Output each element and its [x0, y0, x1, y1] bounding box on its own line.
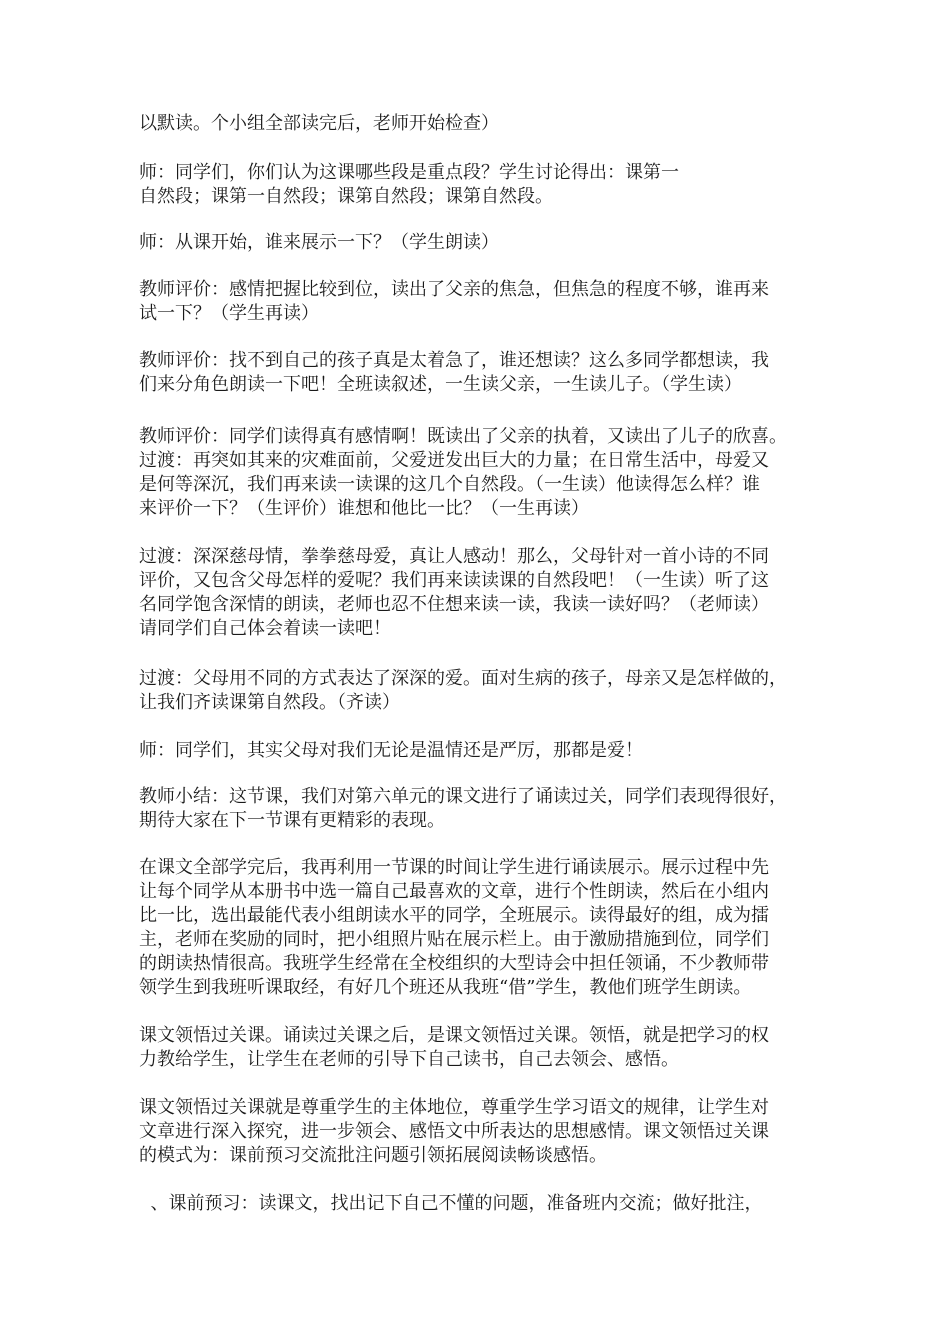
paragraph	[139, 785, 839, 833]
text-line: 、课前预习：读课文，找出记下自己不懂的问题，准备班内交流；做好批注，	[139, 1193, 763, 1214]
text-line: 自然段；课第一自然段；课第自然段；课第自然段。	[139, 186, 553, 207]
text-line: 教师评价：同学们读得真有感情啊！既读出了父亲的执着，又读出了儿子的欣喜。	[139, 426, 787, 447]
paragraph	[139, 278, 839, 326]
text-line: 教师评价：感情把握比较到位，读出了父亲的焦急，但焦急的程度不够，谁再来	[139, 279, 769, 300]
text-line: 课文领悟过关课就是尊重学生的主体地位，尊重学生学习语文的规律，让学生对	[139, 1097, 769, 1118]
text-line: 试一下？（学生再读）	[139, 303, 319, 324]
text-line: 请同学们自己体会着读一读吧！	[139, 618, 391, 639]
text-line: 师：同学们，其实父母对我们无论是温情还是严厉，那都是爱！	[139, 740, 643, 761]
text-line: 评价，又包含父母怎样的爱呢？我们再来读读课的自然段吧！（一生读）听了这	[139, 570, 769, 591]
text-line: 师：从课开始，谁来展示一下？（学生朗读）	[139, 232, 499, 253]
text-line: 过渡：再突如其来的灾难面前，父爱迸发出巨大的力量；在日常生活中，母爱又	[139, 450, 769, 471]
text-line: 过渡：父母用不同的方式表达了深深的爱。面对生病的孩子，母亲又是怎样做的，	[139, 668, 787, 689]
paragraph	[139, 1024, 839, 1072]
text-line: 名同学饱含深情的朗读，老师也忍不住想来读一读，我读一读好吗？（老师读）	[139, 594, 769, 615]
paragraph	[139, 1192, 839, 1216]
text-line: 的朗读热情很高。我班学生经常在全校组织的大型诗会中担任领诵，不少教师带	[139, 953, 769, 974]
paragraph	[139, 231, 839, 255]
text-line: 是何等深沉，我们再来读一读课的这几个自然段。（一生读）他读得怎么样？谁	[139, 474, 760, 495]
text-line: 期待大家在下一节课有更精彩的表现。	[139, 810, 445, 831]
paragraph	[139, 856, 839, 1000]
text-line: 教师小结：这节课，我们对第六单元的课文进行了诵读过关，同学们表现得很好，	[139, 786, 787, 807]
text-line: 过渡：深深慈母情，拳拳慈母爱，真让人感动！那么，父母针对一首小诗的不同	[139, 546, 769, 567]
paragraph	[139, 1096, 839, 1168]
text-line: 领学生到我班听课取经，有好几个班还从我班“借”学生，教他们班学生朗读。	[139, 977, 752, 998]
text-line: 们来分角色朗读一下吧！全班读叙述，一生读父亲，一生读儿子。（学生读）	[139, 374, 742, 395]
text-line: 主，老师在奖励的同时，把小组照片贴在展示栏上。由于激励措施到位，同学们	[139, 929, 769, 950]
paragraph	[139, 545, 839, 641]
text-line: 来评价一下？（生评价）谁想和他比一比？（一生再读）	[139, 498, 589, 519]
text-line: 比一比，选出最能代表小组朗读水平的同学，全班展示。读得最好的组，成为擂	[139, 905, 769, 926]
text-line: 课文领悟过关课。诵读过关课之后，是课文领悟过关课。领悟，就是把学习的权	[139, 1025, 769, 1046]
paragraph	[139, 112, 839, 136]
paragraph	[139, 161, 839, 209]
text-line: 让每个同学从本册书中选一篇自己最喜欢的文章，进行个性朗读，然后在小组内	[139, 881, 769, 902]
text-line: 文章进行深入探究，进一步领会、感悟文中所表达的思想感情。课文领悟过关课	[139, 1121, 769, 1142]
text-line: 教师评价：找不到自己的孩子真是太着急了，谁还想读？这么多同学都想读，我	[139, 350, 769, 371]
text-line: 以默读。个小组全部读完后，老师开始检查）	[139, 113, 499, 134]
text-line: 力教给学生，让学生在老师的引导下自己读书，自己去领会、感悟。	[139, 1049, 679, 1070]
paragraph	[139, 667, 839, 715]
text-line: 师：同学们，你们认为这课哪些段是重点段？学生讨论得出：课第一	[139, 162, 679, 183]
text-line: 在课文全部学完后，我再利用一节课的时间让学生进行诵读展示。展示过程中先	[139, 857, 769, 878]
paragraph	[139, 425, 839, 521]
paragraph	[139, 739, 839, 763]
text-line: 的模式为：课前预习交流批注问题引领拓展阅读畅谈感悟。	[139, 1145, 607, 1166]
paragraph	[139, 349, 839, 397]
text-line: 让我们齐读课第自然段。（齐读）	[139, 692, 400, 713]
